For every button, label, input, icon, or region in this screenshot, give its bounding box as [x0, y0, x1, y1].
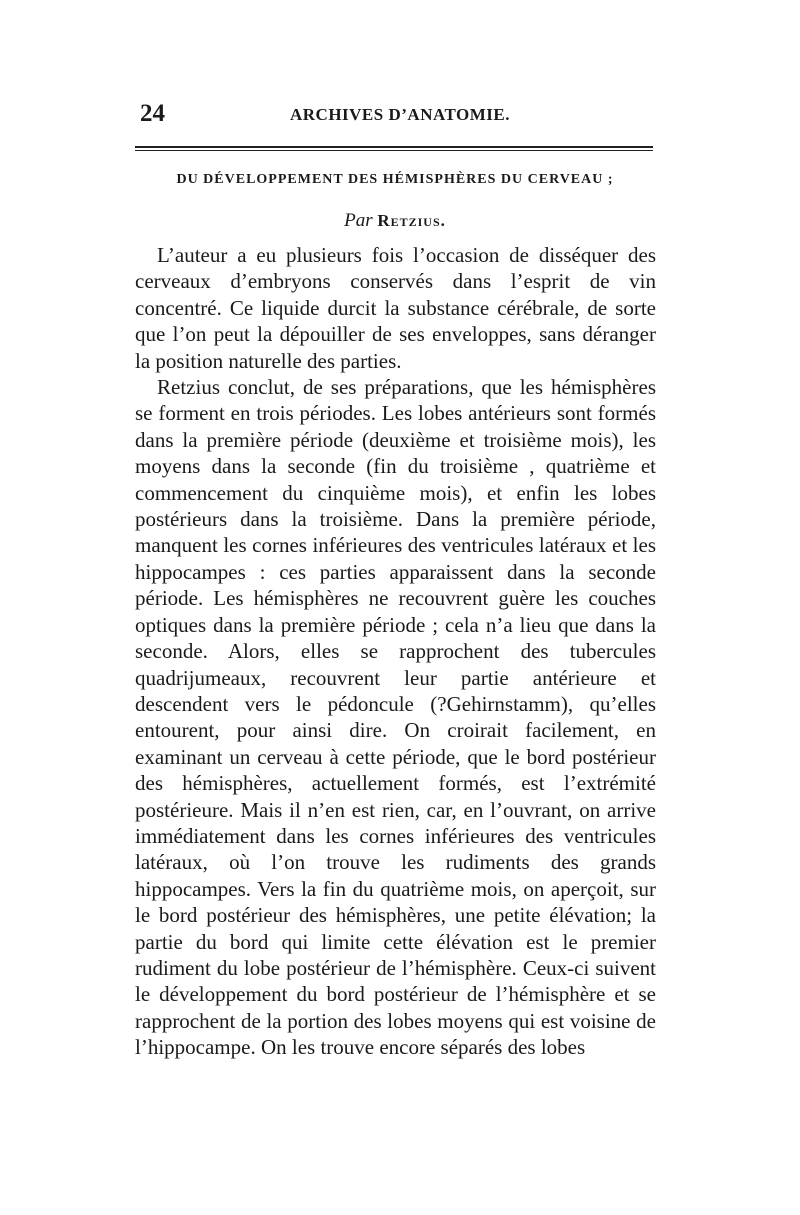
- article-title: DU DÉVELOPPEMENT DES HÉMISPHÈRES DU CERVEAU ;: [176, 172, 614, 187]
- body-text: [135, 242, 656, 1061]
- byline: [135, 210, 655, 232]
- running-title: ARCHIVES D’ANATOMIE.: [289, 105, 510, 124]
- header-rule: [135, 146, 653, 151]
- byline-prefix: Par: [344, 210, 373, 231]
- paragraph: L’auteur a eu plusieurs fois l’occasion de disséquer des cerveaux d’embryons conservés dans l’esprit de vin concentré. Ce liquide durcit la substance cérébrale, de sorte que l’on peut la dépouiller de ses enveloppes, sans déranger la position naturelle des parties.: [135, 243, 656, 373]
- page-number: 24: [140, 100, 165, 127]
- paragraph: Retzius conclut, de ses préparations, que les hémisphères se forment en trois périodes. Les lobes antérieurs sont formés dans la première période (deuxième et troisième mois), les moyens dans la seconde (fin du troisième , quatrième et commencement du cinquième mois), et enfin les lobes postérieurs dans la troisième. Dans la première période, manquent les cornes inférieures des ventricules latéraux et les hippocampes : ces parties apparaissent dans la seconde période. Les hémisphères ne recouvrent guère les couches optiques dans la première période ; cela n’a lieu que dans la seconde. Alors, elles se rapprochent des tubercules quadrijumeaux, recouvrent leur partie antérieure et descendent vers le pédoncule (?Gehirnstamm), qu’elles entourent, pour ainsi dire. On croirait facilement, en examinant un cerveau à cette période, que le bord postérieur des hémisphères, actuellement formés, est l’extrémité postérieure. Mais il n’en est rien, car, en l’ouvrant, on arrive immédiatement dans les cornes inférieures des ventricules latéraux, où l’on trouve les rudiments des grands hippocampes. Vers la fin du quatrième mois, on aperçoit, sur le bord postérieur des hémisphères, une petite élévation; la partie du bord qui limite cette élévation est le premier rudiment du lobe postérieur de l’hémisphère. Ceux-ci suivent le développement du bord postérieur de l’hémisphère et se rapprochent de la portion des lobes moyens qui est voisine de l’hippocampe. On les trouve encore séparés des lobes: [135, 375, 656, 1060]
- byline-author: Retzius.: [377, 211, 446, 230]
- page-header: [140, 100, 660, 130]
